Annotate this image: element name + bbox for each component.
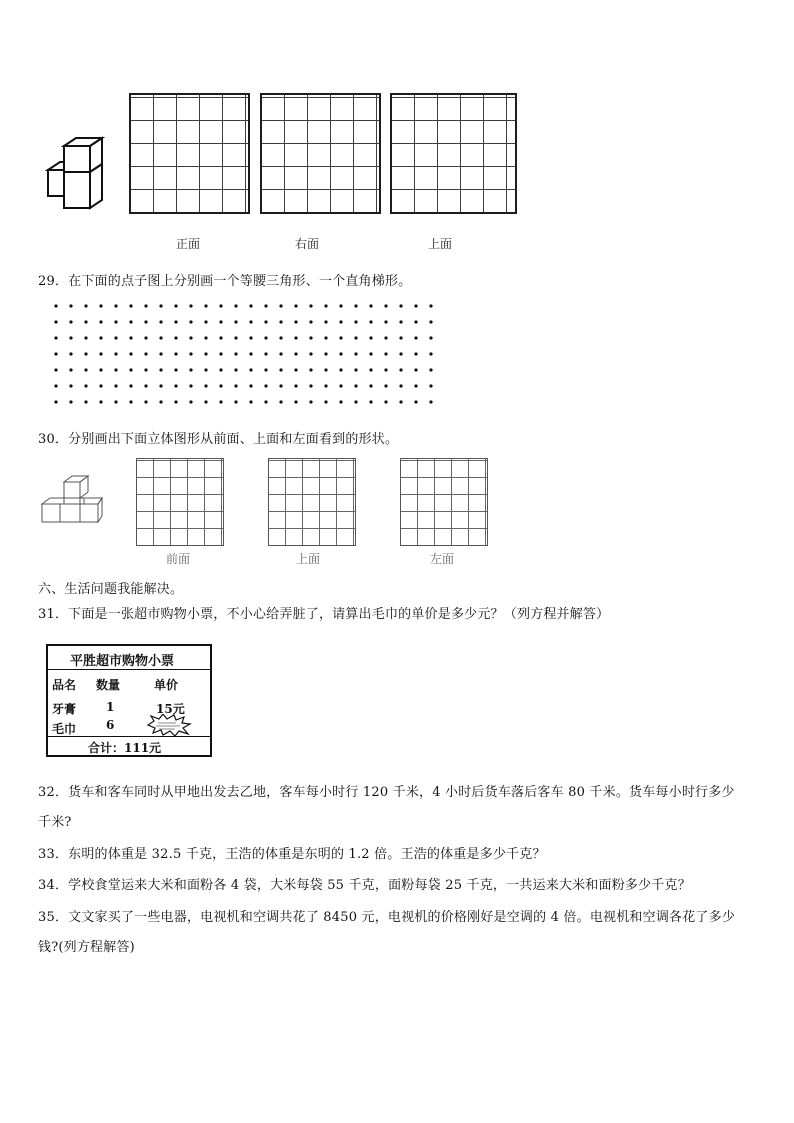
grid-dot [189,320,192,323]
grid-dot [159,368,162,371]
receipt-divider-bottom [48,736,210,737]
grid-dot [204,368,207,371]
receipt-row2-qty: 6 [106,718,115,732]
question-34: 34．学校食堂运来大米和面粉各 4 袋，大米每袋 55 千克，面粉每袋 25 千克，一共运来大米和面粉多少千克？ [38,878,691,893]
grid-top-28[interactable] [390,93,517,214]
grid-dot [324,336,327,339]
grid-dot [279,336,282,339]
grid-dot [99,384,102,387]
grid-dot [234,336,237,339]
grid-dot [249,336,252,339]
grid-dot [129,384,132,387]
grid-dot [309,384,312,387]
receipt-title: 平胜超市购物小票 [70,654,175,669]
grid-dot [174,304,177,307]
section-6-heading: 六、生活问题我能解决。 [38,582,184,597]
grid-dot [114,320,117,323]
grid-dot [309,368,312,371]
grid-dot [414,400,417,403]
receipt-total: 合计：111元 [88,741,162,755]
grid-dot [144,352,147,355]
question-30: 30．分别画出下面立体图形从前面、上面和左面看到的形状。 [38,432,399,447]
grid-dot [324,304,327,307]
grid-dot [414,336,417,339]
grid-dot [84,336,87,339]
grid-dot [159,352,162,355]
question-35-line1: 35．文文家买了一些电器，电视机和空调共花了 8450 元，电视机的价格刚好是空调的 4 倍。电视机和空调各花了多少 [38,910,736,925]
grid-dot [99,304,102,307]
grid-dot [69,304,72,307]
grid-dot [69,336,72,339]
grid-dot [114,368,117,371]
receipt-row1-name: 牙膏 [52,702,77,716]
question-33: 33．东明的体重是 32.5 千克，王浩的体重是东明的 1.2 倍。王浩的体重是多少千克？ [38,847,546,862]
grid-dot [384,352,387,355]
grid-dot [294,368,297,371]
grid-dot [399,368,402,371]
grid-dot [369,304,372,307]
question-31: 31．下面是一张超市购物小票，不小心给弄脏了，请算出毛巾的单价是多少元？（列方程并解答） [38,607,610,622]
grid-dot [54,384,57,387]
grid-dot [369,400,372,403]
grid-dot [309,336,312,339]
grid-dot [99,352,102,355]
grid-dot [159,400,162,403]
grid-dot [399,384,402,387]
grid-dot [399,320,402,323]
grid-top-30[interactable] [268,458,356,546]
grid-dot [249,352,252,355]
grid-dot [354,304,357,307]
grid-dot [294,320,297,323]
grid-dot [219,320,222,323]
grid-left-30[interactable] [400,458,488,546]
grid-dot [399,352,402,355]
grid-dot [354,320,357,323]
receipt-row2-name: 毛巾 [52,722,77,736]
grid-dot [279,368,282,371]
receipt-header-price: 单价 [154,678,179,692]
question-35-line2: 钱?(列方程解答) [38,940,135,955]
grid-dot [129,320,132,323]
grid-dot [324,384,327,387]
grid-dot [399,304,402,307]
receipt [46,644,212,757]
grid-dot [129,336,132,339]
grid-dot [189,304,192,307]
grid-right-28[interactable] [260,93,381,214]
grid-dot [369,384,372,387]
grid-dot [174,320,177,323]
grid-dot [234,304,237,307]
grid-dot [429,304,432,307]
grid-dot [339,304,342,307]
caption-top-30: 上面 [296,552,321,566]
grid-dot [324,368,327,371]
grid-dot [309,320,312,323]
grid-dot [309,304,312,307]
grid-dot [429,320,432,323]
grid-dot [159,384,162,387]
grid-dot [69,368,72,371]
grid-dot [354,400,357,403]
grid-dot [264,336,267,339]
grid-dot [339,320,342,323]
grid-dot [129,352,132,355]
grid-dot [69,320,72,323]
grid-dot [414,304,417,307]
grid-dot [159,336,162,339]
grid-dot [264,320,267,323]
grid-dot [339,352,342,355]
grid-dot [309,400,312,403]
caption-top-28: 上面 [428,237,453,251]
grid-dot [324,352,327,355]
grid-dot [204,304,207,307]
receipt-row1-qty: 1 [106,700,115,714]
grid-dot [414,368,417,371]
caption-front-30: 前面 [166,552,191,566]
caption-left-30: 左面 [430,552,455,566]
grid-dot [144,304,147,307]
grid-dot [84,384,87,387]
grid-dot [219,400,222,403]
grid-dot [204,336,207,339]
grid-dot [54,304,57,307]
grid-dot [114,384,117,387]
grid-dot [174,384,177,387]
grid-dot [249,400,252,403]
caption-right-28: 右面 [295,237,320,251]
grid-dot [159,320,162,323]
grid-dot [219,336,222,339]
grid-dot [99,320,102,323]
grid-dot [219,368,222,371]
grid-dot [144,384,147,387]
grid-dot [384,336,387,339]
grid-dot [54,352,57,355]
grid-dot [414,352,417,355]
grid-dot [414,384,417,387]
grid-dot [369,368,372,371]
grid-dot [264,352,267,355]
grid-dot [204,400,207,403]
grid-dot [234,368,237,371]
grid-dot [69,400,72,403]
grid-dot [414,320,417,323]
grid-dot [339,400,342,403]
grid-dot [144,336,147,339]
grid-dot [54,368,57,371]
grid-dot [339,368,342,371]
grid-dot [99,368,102,371]
grid-dot [114,400,117,403]
grid-dot [234,384,237,387]
grid-dot [84,400,87,403]
grid-dot [279,352,282,355]
grid-dot [84,352,87,355]
grid-dot [234,400,237,403]
grid-front-28[interactable] [129,93,250,214]
receipt-header-name: 品名 [52,678,77,692]
grid-dot [189,352,192,355]
grid-dot [399,336,402,339]
grid-dot [324,400,327,403]
grid-dot [129,400,132,403]
grid-dot [384,384,387,387]
question-32-line1: 32．货车和客车同时从甲地出发去乙地，客车每小时行 120 千米，4 小时后货车落后客车 80 千米。货车每小时行多少 [38,785,735,800]
grid-dot [339,384,342,387]
grid-dot [219,304,222,307]
grid-dot [339,336,342,339]
grid-dot [264,384,267,387]
grid-dot [159,304,162,307]
grid-dot [54,336,57,339]
grid-dot [174,400,177,403]
question-32-line2: 千米? [38,815,72,830]
grid-dot [384,368,387,371]
grid-dot [294,304,297,307]
grid-dot [114,336,117,339]
grid-dot [294,352,297,355]
grid-dot [249,384,252,387]
grid-dot [249,368,252,371]
grid-dot [309,352,312,355]
grid-dot [69,384,72,387]
grid-dot [114,352,117,355]
grid-dot [249,320,252,323]
grid-dot [144,400,147,403]
grid-dot [429,352,432,355]
grid-dot [144,320,147,323]
grid-dot [84,368,87,371]
grid-dot [84,320,87,323]
grid-dot [189,400,192,403]
grid-dot [294,384,297,387]
grid-dot [189,384,192,387]
grid-dot [54,400,57,403]
grid-dot [99,336,102,339]
grid-dot [369,320,372,323]
grid-dot [354,368,357,371]
grid-dot [204,384,207,387]
grid-dot [129,368,132,371]
grid-dot [174,336,177,339]
grid-dot [69,352,72,355]
grid-dot [219,352,222,355]
grid-dot [279,320,282,323]
cube-stack-figure-28 [44,136,116,214]
grid-dot [354,384,357,387]
ink-stain-icon [146,714,192,736]
grid-dot [294,336,297,339]
grid-dot [219,384,222,387]
grid-dot [144,368,147,371]
grid-dot [429,400,432,403]
receipt-row1-price: 15元 [156,702,185,716]
grid-dot [264,304,267,307]
grid-dot [279,304,282,307]
grid-dot [189,368,192,371]
grid-dot [429,368,432,371]
caption-front-28: 正面 [176,237,201,251]
grid-dot [384,400,387,403]
question-29: 29．在下面的点子图上分别画一个等腰三角形、一个直角梯形。 [38,274,412,289]
grid-dot [429,384,432,387]
grid-dot [174,368,177,371]
grid-dot [354,352,357,355]
grid-dot [204,320,207,323]
grid-dot [369,336,372,339]
grid-dot [429,336,432,339]
grid-dot [354,336,357,339]
dot-grid-29[interactable] [50,300,440,408]
grid-dot [384,320,387,323]
grid-dot [99,400,102,403]
grid-dot [279,400,282,403]
grid-front-30[interactable] [136,458,224,546]
grid-dot [399,400,402,403]
grid-dot [264,368,267,371]
grid-dot [369,352,372,355]
cube-figure-30 [40,472,106,524]
grid-dot [84,304,87,307]
grid-dot [249,304,252,307]
grid-dot [384,304,387,307]
grid-dot [54,320,57,323]
grid-dot [204,352,207,355]
grid-dot [264,400,267,403]
grid-dot [294,400,297,403]
grid-dot [174,352,177,355]
grid-dot [189,336,192,339]
grid-dot [114,304,117,307]
receipt-header-qty: 数量 [96,678,121,692]
grid-dot [324,320,327,323]
grid-dot [234,320,237,323]
grid-dot [129,304,132,307]
grid-dot [234,352,237,355]
grid-dot [279,384,282,387]
receipt-divider [48,669,210,670]
